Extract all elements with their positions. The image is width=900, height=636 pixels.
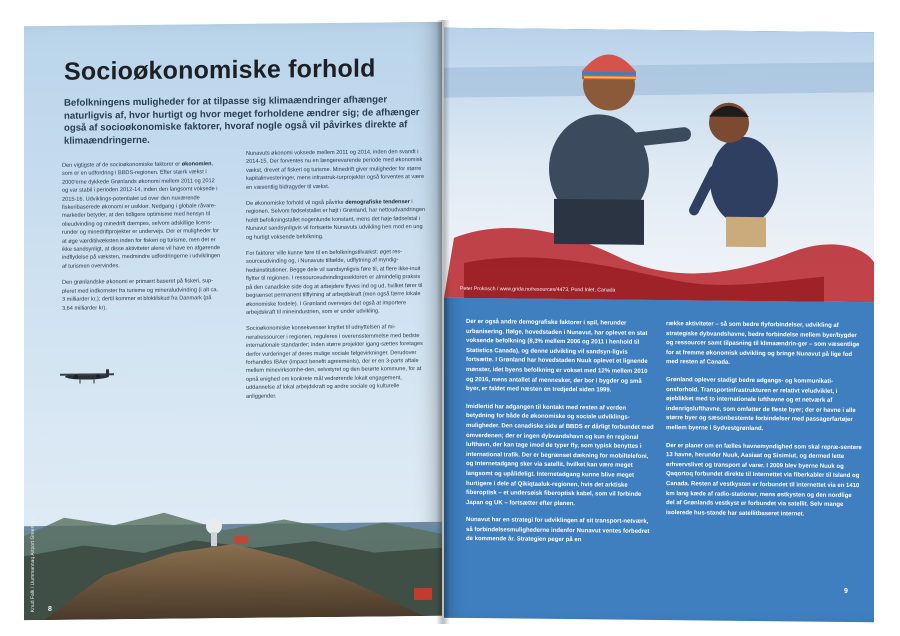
hunting-photo (444, 28, 874, 303)
body-paragraph: De økonomiske forhold vil også påvirke demografiske tendenser i regionen. Selvom fødselstallet er højt i Grønland, har nettoudvandringen holdt befolkningstallet nogenlunde konstant, mens det høje fødselstal i Nunavut sandsynligvis vil fortsætte Nunavuts udvikling hen mod en ung og hurtigt voksende befolkning. (246, 199, 426, 241)
body-paragraph: Imidlertid har adgangen til kontakt med resten af verden betydning for både de økonomiske og sociale udviklings-muligheder. Den canadiske side af BBDS er dårligt forbundet med omverdenen; der er ingen dybvandshavn og kun én regional lufthavn, der kan tage imod de typer fly, som typisk benyttes i international trafik. Der er begrænset dækning for mobiltelefoni, og Internetadgang sker via satellit, hvilket kan være meget langsomt og upålideligt. Internetadgang kunne blive meget hurtigere i dele af Qikiqtaaluk-regionen, hvis det arktiske fiberoptisk – et undersøisk fiberoptisk kabel, som vil forbinde Japan og UK – fortsætter efter planen. (466, 403, 654, 507)
left-page-column-1 (62, 160, 222, 321)
body-paragraph: Den vigtigste af de socioøkonomiske faktorer er økonomien, som er en udfordring i BBDS-regionen. Efter stærk vækst i 2000'erne dykkede Grønlands økonomi mellem 2011 og 2012 og var stabil i perioden 2012-14, inden den langsomt voksede i 2015-16. Udviklings-potentialet ud over den nuværende fiskeribaserede økonomi er usikker. Nedgang i globale råvare-markeder betyder, at den tidligere optimisme med hensyn til olieudvinding og minedrift dæmpes, selvom adskillige licens-runder og minedriftprojekter er undervejs. Der er muligheder for at øge værditilvæksten inden for fiskeri og turisme, men det er ikke sandsynligt, at disse aktiviteter alene vil have en afgørende indflydelse på væksten, medmindre udfordringerne i udviklingen af turismen overvindes. (62, 161, 221, 270)
body-paragraph: Den grønlandske økonomi er primært baseret på fiskeri, sup-pleret med indkomster fra turisme og mineraludvinding (i alt ca. 3 milliarder kr.); dertil kommer et bloktilskud fra Danmark (på 3,64 milliarder kr). (62, 278, 219, 312)
page-number: 8 (48, 605, 52, 613)
page-gutter (436, 20, 450, 624)
body-paragraph: Nunavut har en strategi for udviklingen af sit transport-netværk, så forbindelsesmulighederne indenfor Nunavut ventes forbedret de kommende år. Strategien peger på en (466, 517, 650, 544)
lead-paragraph: Befolkningens muligheder for at tilpasse sig klimaændringer afhænger naturligvis af, hvor hurtigt og hvor meget forholdene ændrer sig; de afhænger også af socioøkonomiske faktorer, hvoraf nogle også vil påvirkes direkte af klimaændringerne. (64, 94, 420, 147)
body-paragraph: Grønland oplever stadigt bedre adgangs- og kommunikati-onsforhold. Transportinfrastrukturen er relativt veludviklet, i øjeblikket med to internationale lufthavne og et netværk af indenrigslufthavne, som omfatter de fleste byer; der er havne i alle større byer og sæsonbestemte forbindelser med passagerfartøjer mellem byerne i Sydvestgrønland. (666, 377, 856, 433)
body-paragraph: række aktiviteter – så som bedre flyforbindelser, udvikling af strategiske dybvandshavne, bedre forbindelse mellem byer/bygder og ressourcer samt tilpasning til klimaændrin-ger – som væsentlige for at fremme økonomisk udvikling og bringe Nunavut på lige fod med resten af Canada. (666, 321, 860, 367)
page-title: Socioøkonomiske forhold (64, 54, 376, 86)
right-page-column-1 (466, 318, 656, 555)
body-paragraph: Der er planer om en fælles havnemyndighed som skal repræ-sentere 13 havne, herunder Nuuk, Aasiaat og Sisimiut, og dermed lette erhvervslivet og transport af varer. I 2009 blev byerne Nuuk og Qaqortoq forbundet direkte til Internettet via fiberkabler til Island og Canada. Resten af vestkysten er forbundet til internettet via en 1410 km lang kæde af radio-stationer, mens østkysten og den nordlige del af Grønlands vestkyst er forbundet via satellit. Selv mange isolerede hus-stande har satellitbaseret internet. (666, 442, 862, 518)
airplane-image (56, 363, 118, 388)
bold-term: demografiske tendenser (345, 199, 410, 206)
page-number: 9 (844, 587, 848, 595)
body-paragraph: Socioøkonomiske konsekvenser knyttet til udnyttelsen af mi-neralressourcer i regionen, reguleres i overensstemmelse med bedste internationale standarder; inden større projekter igang-sættes foretages derfor vurderinger af deres mulige sociale følgevirkninger. Derudover forhandles IBAer (impact benefit agreements), der er en 3-parts aftale mellem minevirksomhe-den, selvstyret og den berørte kommune, for at opnå enighed om konkrete mål vedrørende lokalt engagement, uddannelse af lokal arbejdskraft og andre sociale og kulturelle anliggender. (246, 324, 423, 400)
left-page-column-2 (246, 148, 426, 409)
landscape-photo (24, 492, 442, 620)
left-page (24, 22, 442, 620)
body-paragraph: For faktorer ville kunne føre til en befolkningstilvækst: øget res-sourceudvinding og, i Nunavuts tilfælde, udflytning af myndig-hedsinstitutioner. Begge dele vil sandsynligvis føre til, at flere ikke-inuit flytter til regionen. I ressourceudvindingssektoren er almindelig praksis på den canadiske side dog at arbejdere flyves ind og ud, hvilket fører til begrænset permanent tilflytning af arbejdskraft (men også færre lokale økonomiske fordele). I Grønland overvejes det også at importere arbejdskraft til mineindustrien, som er under udvikling. (246, 249, 423, 316)
bold-term: økonomien (181, 161, 212, 168)
body-paragraph: Der er også andre demografiske faktorer i spil, herunder urbanisering. Ifølge, hovedstaden i Nunavut, har oplevet en stat voksende befolkning (8,3% mellem 2006 og 2011 i henhold til Statistics Canada), og denne udvikling vil sandsyn-ligvis fortsætte. I Grønland har hovedstaden Nuuk oplevet et lignende mønster, idet byens befolkning er vokset med 12% mellem 2010 og 2016, mens antallet af mennesker, der bor i bygder og små byer, er faldet med næsten en tredjedel siden 1999. (466, 318, 648, 394)
right-page-column-2 (666, 320, 862, 528)
body-paragraph: Nunavuts økonomi voksede mellem 2011 og 2014, inden den svandt i 2014-15. Der forventes nu en længerevarende periode med økonomisk vækst, drevet af fiskeri og turisme. Minedrift giver muligheder for større kapitalinvesteringer, mens infrastruk-turprojekter også forventes at være en væsentlig bidragyder til vækst. (246, 149, 425, 191)
photo-credit: Peter Prokosch / www.grida.no/resources/4473, Pond Inlet, Canada (460, 285, 616, 294)
right-page (444, 28, 874, 623)
image-credit: Knud Falk / Uummannaq Airport Greenland (30, 516, 36, 613)
